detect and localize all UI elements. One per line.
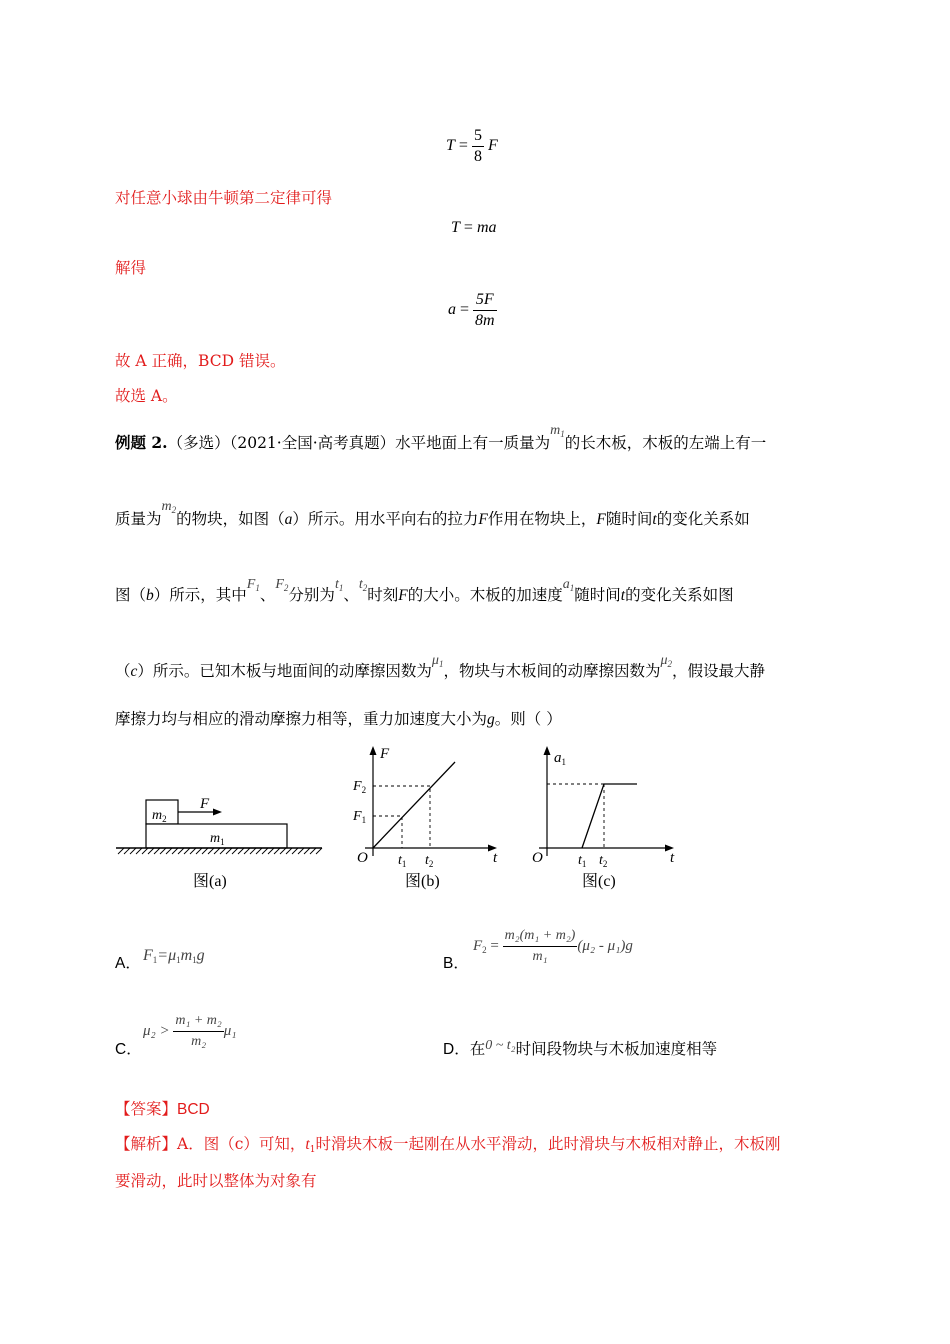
hatch-mark: [268, 848, 274, 854]
fig-letter: a: [284, 511, 293, 528]
example-line-1: [115, 423, 767, 459]
fig-letter: c: [130, 663, 138, 680]
text-segment: 随时间: [605, 510, 653, 528]
text-segment: 的变化关系如图: [625, 586, 734, 604]
option-a-label: A．: [115, 955, 141, 972]
text-segment: 摩擦力均与相应的滑动摩擦力相等，重力加速度大小为: [115, 710, 488, 728]
tick-F1: $F_1$: [353, 809, 367, 825]
text-choice: 故选 A。: [115, 387, 178, 405]
hatch-mark: [292, 848, 298, 854]
y-axis-arrow: [370, 746, 377, 755]
caption-a: 图(a): [193, 873, 227, 890]
var-F: F: [398, 587, 408, 604]
eq-fraction: [472, 126, 484, 167]
example-line-5: [115, 708, 562, 731]
example-tag: （多选）: [167, 434, 230, 452]
text-segment: 水平地面上有一质量为: [395, 434, 551, 452]
hatch-mark: [298, 848, 304, 854]
caption-c: 图(c): [582, 873, 616, 890]
eq-op: =: [458, 137, 468, 155]
text-segment: ）所示，其中: [153, 586, 247, 604]
text-segment: 时滑块木板一起刚在从水平滑动，此时滑块与木板相对静止，木板刚: [315, 1135, 781, 1153]
var-F: F: [478, 511, 488, 528]
option-a-expression: F1=μ1m1g: [143, 947, 205, 965]
axis-label-t: t: [670, 850, 675, 866]
figure-a: [110, 790, 330, 890]
hatch-mark: [130, 848, 136, 854]
text-sep: 、: [343, 586, 359, 604]
hatch-mark: [220, 848, 226, 854]
text-segment: ）所示。已知木板与地面间的动摩擦因数为: [137, 662, 432, 680]
equation-t-ma: [451, 219, 497, 237]
equation-acceleration: [448, 290, 497, 331]
tick-t2: $t_2$: [425, 853, 434, 869]
var-mu2: $\mu_2$: [660, 653, 672, 669]
text-segment: ，物块与木板间的动摩擦因数为: [443, 662, 661, 680]
option-b-label: B．: [443, 955, 469, 972]
hatch-mark: [208, 848, 214, 854]
analysis-line-2: 要滑动，此时以整体为对象有: [115, 1172, 317, 1190]
y-axis-arrow: [544, 746, 551, 755]
var-a1: $a_1$: [562, 577, 575, 593]
text-segment: 的变化关系如: [656, 510, 750, 528]
hatch-mark: [172, 848, 178, 854]
hatch-mark: [148, 848, 154, 854]
option-c[interactable]: [115, 1038, 142, 1061]
text-segment: 图（: [115, 586, 147, 604]
hatch-mark: [238, 848, 244, 854]
eq-var: F: [487, 137, 498, 155]
eq-numerator: 5: [472, 126, 484, 147]
example-line-4: [115, 653, 766, 687]
text-segment: 作用在物块上，: [487, 510, 597, 528]
option-c-label: C．: [115, 1041, 142, 1058]
option-c-expression: μ₂ > $\frac{\text{m₁ + m₂}}{\text{m₂}}$ μ₁: [143, 1013, 237, 1049]
option-d-label: D．: [443, 1041, 470, 1058]
eq-lhs: a: [448, 301, 456, 319]
var-t1: t: [305, 1136, 310, 1153]
hatch-mark: [280, 848, 286, 854]
var-t2: $t_2$: [358, 577, 368, 593]
example-label: 例题 2.: [115, 433, 168, 452]
ground-hatch: [118, 848, 322, 854]
tick-t2: $t_2$: [599, 853, 608, 869]
text-segment: 质量为: [115, 510, 162, 528]
var-m1: $m_1$: [550, 423, 565, 439]
figure-b: [345, 740, 515, 892]
tick-F2: $F_2$: [353, 779, 367, 795]
hatch-mark: [154, 848, 160, 854]
hatch-mark: [166, 848, 172, 854]
option-d-pre: 在: [469, 1040, 486, 1058]
hatch-mark: [244, 848, 250, 854]
tick-t1: $t_1$: [398, 853, 407, 869]
hatch-mark: [262, 848, 268, 854]
hatch-mark: [136, 848, 142, 854]
option-a[interactable]: [115, 952, 141, 975]
equation-tension: [446, 126, 498, 167]
label-F: F: [200, 796, 210, 812]
analysis-label: 【解析】: [115, 1135, 178, 1153]
text-segment: 。则（ ）: [494, 710, 562, 728]
tick-t1: $t_1$: [578, 853, 587, 869]
label-m2: $m_2$: [152, 808, 167, 824]
eq-denominator: 8: [473, 148, 482, 165]
axis-label-a1: $a_1$: [554, 750, 566, 767]
text-segment: （: [115, 662, 131, 680]
var-m2: $m_2$: [161, 499, 177, 515]
text-segment: 分别为: [288, 586, 335, 604]
hatch-mark: [160, 848, 166, 854]
hatch-mark: [178, 848, 184, 854]
option-b[interactable]: [443, 952, 469, 975]
hatch-mark: [190, 848, 196, 854]
option-d-range: 0 ~ t₂: [485, 1038, 516, 1053]
eq-numerator: 5F: [473, 290, 497, 311]
var-t: t: [652, 511, 657, 528]
option-d[interactable]: [443, 1038, 717, 1062]
var-F2: $F_2$: [275, 577, 289, 593]
example-source: （2021·全国·高考真题）: [229, 434, 396, 452]
text-segment: ，假设最大静: [672, 662, 766, 680]
origin-label: O: [357, 850, 368, 866]
text-sep: 、: [259, 586, 276, 604]
hatch-mark: [118, 848, 124, 854]
hatch-mark: [214, 848, 220, 854]
hatch-mark: [310, 848, 316, 854]
text-solve: 解得: [115, 259, 147, 277]
hatch-mark: [250, 848, 256, 854]
hatch-mark: [124, 848, 130, 854]
origin-label: O: [532, 850, 543, 866]
text-segment: ）所示。用水平向右的拉力: [292, 510, 479, 528]
var-mu1: $\mu_1$: [431, 653, 444, 669]
var-t1: $t_1$: [334, 577, 344, 593]
example-line-2: [115, 499, 750, 535]
text-conclusion: 故 A 正确，BCD 错误。: [115, 352, 286, 370]
var-g: g: [487, 711, 495, 728]
text-segment: 随时间: [574, 586, 621, 604]
answer-value: BCD: [177, 1101, 210, 1118]
eq-fraction: [473, 290, 497, 331]
eq-op: =: [460, 301, 470, 319]
hatch-mark: [274, 848, 280, 854]
answer-line: [115, 1098, 210, 1121]
text-segment: 的长木板，木板的左端上有一: [564, 434, 767, 452]
analysis-line-1: [115, 1133, 780, 1161]
eq-denominator: 8m: [475, 312, 495, 329]
hatch-mark: [202, 848, 208, 854]
hatch-mark: [184, 848, 190, 854]
option-b-expression: $F_2$ = $\frac{\text{m₂(m₁ + m₂)}}{\text{m₁}}$ (μ₂ - μ₁)g: [473, 928, 633, 964]
text-segment: 的大小。木板的加速度: [407, 586, 563, 604]
eq-lhs: T: [446, 137, 455, 155]
force-arrow-head: [213, 809, 222, 816]
hatch-mark: [196, 848, 202, 854]
hatch-mark: [316, 848, 322, 854]
hatch-mark: [142, 848, 148, 854]
example-line-3: [115, 577, 734, 611]
caption-b: 图(b): [405, 873, 440, 890]
hatch-mark: [256, 848, 262, 854]
fig-letter: b: [146, 587, 154, 604]
figure-c: [522, 740, 692, 892]
option-d-post: 时间段物块与木板加速度相等: [515, 1040, 718, 1058]
accel-line: [582, 784, 637, 848]
hatch-mark: [286, 848, 292, 854]
label-m1: $m_1$: [210, 831, 225, 847]
text-segment: A．图（c）可知，: [177, 1135, 306, 1153]
var-t: t: [620, 587, 626, 604]
var-F1: $F_1$: [246, 577, 260, 593]
eq-op: =: [463, 219, 473, 236]
text-segment: 的物块，如图（: [176, 510, 285, 528]
force-line: [373, 762, 455, 848]
eq-lhs: T: [451, 219, 460, 236]
var-F: F: [596, 511, 606, 528]
axis-label-F: F: [380, 746, 390, 762]
eq-rhs: ma: [476, 219, 497, 236]
hatch-mark: [232, 848, 238, 854]
answer-label: 【答案】: [115, 1100, 178, 1118]
var-t1-sub: 1: [309, 1145, 316, 1155]
text-segment: 时刻: [367, 586, 399, 604]
hatch-mark: [226, 848, 232, 854]
text-newton-line: 对任意小球由牛顿第二定律可得: [115, 189, 333, 207]
axis-label-t: t: [493, 850, 498, 866]
hatch-mark: [304, 848, 310, 854]
